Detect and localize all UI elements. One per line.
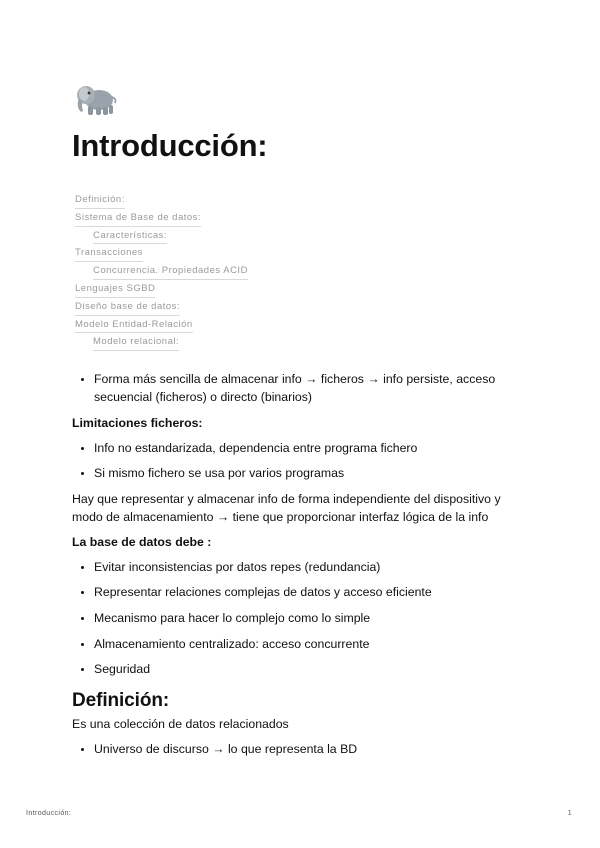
list-item: • Universo de discurso → lo que representa la BD	[94, 740, 528, 758]
footer-title: Introducción:	[26, 810, 72, 817]
document-body	[72, 370, 528, 766]
toc-link-sistema-bd[interactable]: Sistema de Base de datos:	[75, 210, 201, 227]
list-item: • Almacenamiento centralizado: acceso concurrente	[94, 635, 528, 653]
toc-link-concurrencia[interactable]: Concurrencia. Propiedades ACID	[93, 263, 248, 280]
definicion-text: Es una colección de datos relacionados	[72, 717, 289, 732]
page-title: Introducción:	[72, 128, 268, 163]
list-item: • Info no estandarizada, dependencia entre programa fichero	[94, 439, 528, 457]
list-item: • Seguridad	[94, 660, 528, 678]
page-number: 1	[567, 810, 572, 817]
intro-list	[72, 370, 528, 406]
list-item: • Forma más sencilla de almacenar info → ficheros → info persiste, acceso secuencial (ficheros) o directo (binarios)	[94, 370, 528, 406]
limitaciones-heading: Limitaciones ficheros:	[72, 415, 203, 430]
limitaciones-list	[72, 439, 528, 483]
table-of-contents	[75, 192, 248, 352]
definicion-list	[72, 740, 528, 758]
list-item: • Mecanismo para hacer lo complejo como lo simple	[94, 609, 528, 627]
elephant-icon	[74, 80, 118, 118]
definicion-heading: Definición:	[72, 690, 170, 712]
toc-link-lenguajes[interactable]: Lenguajes SGBD	[75, 281, 155, 298]
list-item: • Evitar inconsistencias por datos repes (redundancia)	[94, 558, 528, 576]
page-footer	[26, 810, 572, 817]
bd-heading: La base de datos debe :	[72, 534, 212, 549]
toc-link-definicion[interactable]: Definición:	[75, 192, 125, 209]
toc-link-entidad-relacion[interactable]: Modelo Entidad-Relación	[75, 317, 193, 334]
paragraph: Hay que representar y almacenar info de forma independiente del dispositivo y modo de almacenamiento → tiene que proporcionar interfaz lógica de la info	[72, 491, 501, 524]
toc-link-transacciones[interactable]: Transacciones	[75, 245, 143, 262]
bd-list	[72, 558, 528, 678]
list-item: • Si mismo fichero se usa por varios programas	[94, 464, 528, 482]
toc-link-diseno[interactable]: Diseño base de datos:	[75, 299, 180, 316]
list-item: • Representar relaciones complejas de datos y acceso eficiente	[94, 583, 528, 601]
toc-link-modelo-relacional[interactable]: Modelo relacional:	[93, 334, 179, 351]
toc-link-caracteristicas[interactable]: Características:	[93, 228, 167, 245]
